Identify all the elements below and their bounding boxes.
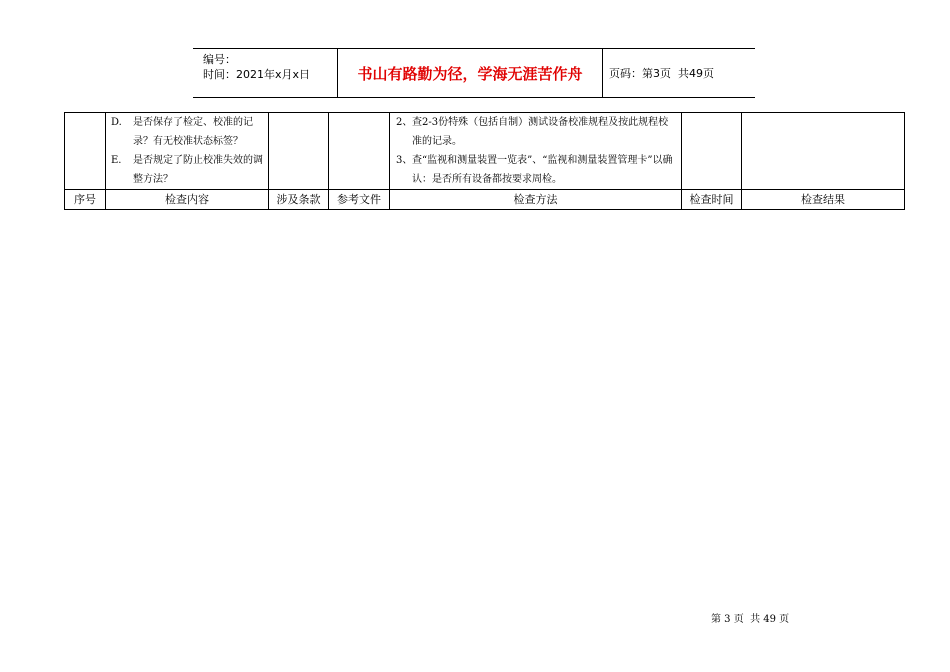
cell-clause xyxy=(269,113,329,190)
method-item-text: 查2-3份特殊（包括自制）测试设备校准规程及按此规程校准的记录。 xyxy=(412,117,669,147)
method-item xyxy=(390,113,681,151)
check-item-label: D. xyxy=(111,117,122,128)
method-item-label: 2、 xyxy=(396,117,413,128)
header-content: 检查内容 xyxy=(106,190,269,210)
check-item xyxy=(106,113,268,151)
check-item-text: 是否保存了检定、校准的记录？有无校准状态标签？ xyxy=(133,117,253,147)
header-clause: 涉及条款 xyxy=(269,190,329,210)
page-header xyxy=(193,48,755,98)
page-footer: 第 3 页 共 49 页 xyxy=(711,614,790,625)
header-ref-doc: 参考文件 xyxy=(329,190,390,210)
cell-time xyxy=(682,113,742,190)
method-item-label: 3、 xyxy=(396,155,413,166)
table-row xyxy=(65,113,905,190)
cell-no xyxy=(65,113,106,190)
cell-method xyxy=(390,113,682,190)
page-label: 页码：第3页 共49页 xyxy=(609,67,714,80)
header-time: 检查时间 xyxy=(682,190,742,210)
cell-ref-doc xyxy=(329,113,390,190)
header-no: 序号 xyxy=(65,190,106,210)
check-item-text: 是否规定了防止校准失效的调整方法？ xyxy=(133,155,263,185)
header-motto: 书山有路勤为径，学海无涯苦作舟 xyxy=(338,49,603,97)
method-item xyxy=(390,151,681,189)
header-result: 检查结果 xyxy=(742,190,905,210)
cell-result xyxy=(742,113,905,190)
check-item xyxy=(106,151,268,189)
header-meta xyxy=(193,49,338,97)
check-item-label: E. xyxy=(111,155,122,166)
header-page-info xyxy=(603,49,755,97)
number-label: 编号： xyxy=(203,53,236,66)
method-item-text: 查“监视和测量装置一览表”、“监视和测量装置管理卡”以确认：是否所有设备都按要求周检。 xyxy=(412,155,673,185)
table-header-row xyxy=(65,190,905,210)
cell-check-content xyxy=(106,113,269,190)
time-label: 时间：2021年x月x日 xyxy=(203,68,311,81)
header-method: 检查方法 xyxy=(390,190,682,210)
inspection-table xyxy=(64,112,905,210)
